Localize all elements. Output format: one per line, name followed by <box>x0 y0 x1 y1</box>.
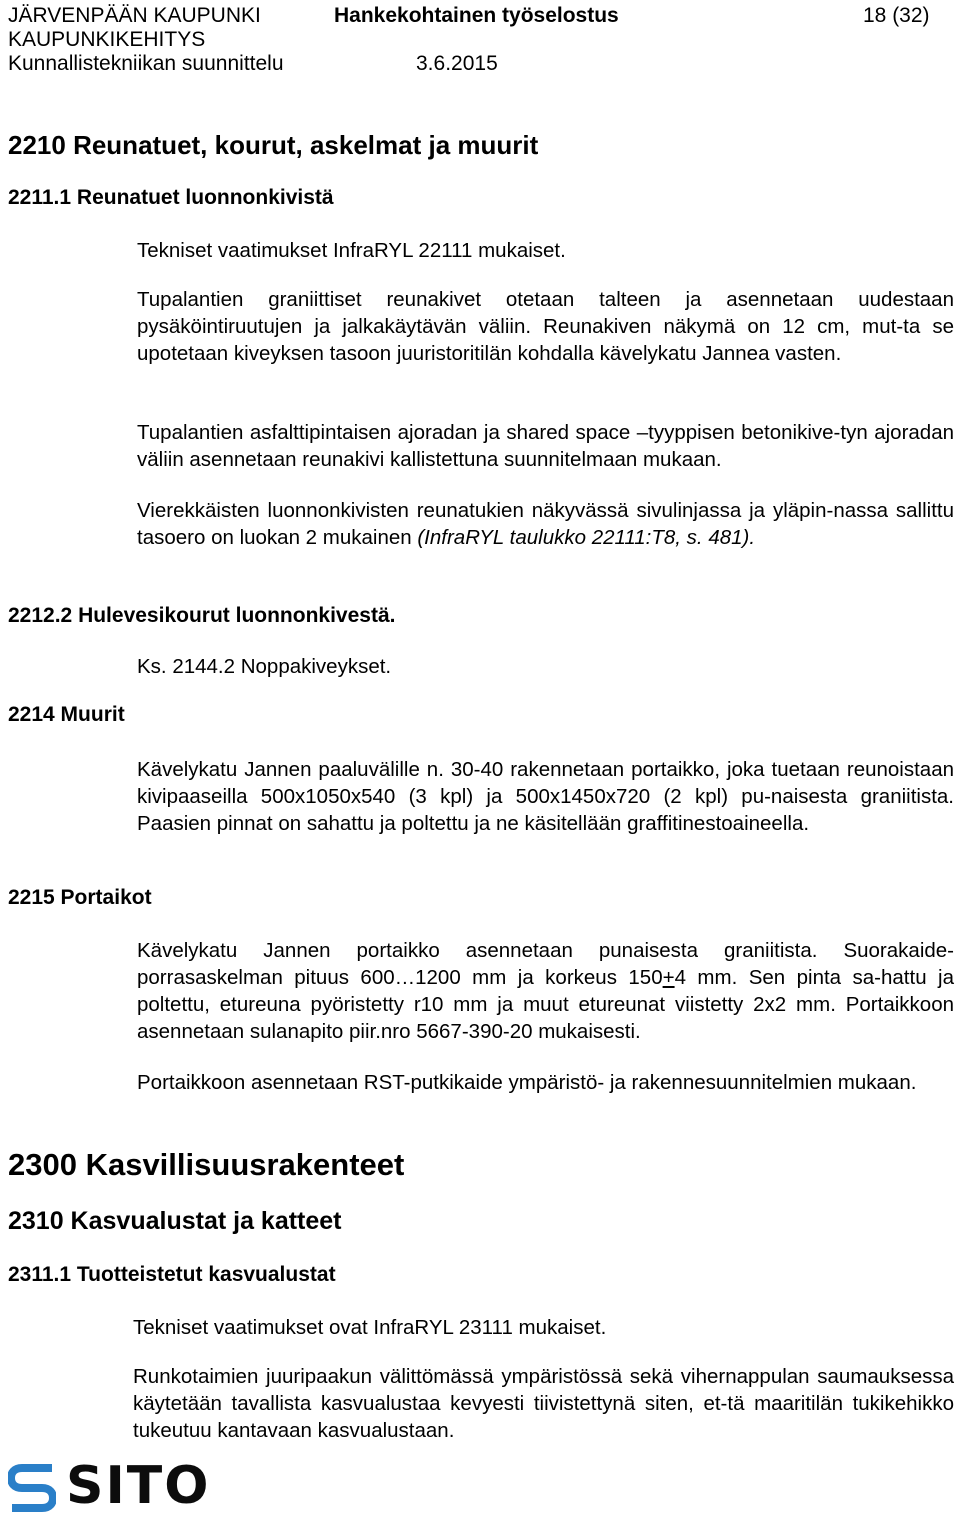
stairs-text-2: 4 mm. Sen pinta sa-hattu ja poltettu, etureuna pyöristetty r10 mm ja muut etureunat viistetty 2x2 mm. Portaikkoon asennetaan sulanapito piir.nro 5667-390-20 mukaisesti. <box>137 966 954 1043</box>
sito-logo <box>8 1456 211 1516</box>
sito-logo-text: SITO <box>66 1456 211 1516</box>
heading-2210: 2210 Reunatuet, kourut, askelmat ja muurit <box>8 130 539 160</box>
org-unit: Kunnallistekniikan suunnittelu <box>8 52 284 75</box>
paragraph-2211-requirements: Tekniset vaatimukset InfraRYL 22111 mukaiset. <box>137 239 566 262</box>
tolerance-text: Vierekkäisten luonnonkivisten reunatukien näkyvässä sivulinjassa ja yläpin-nassa sallittu tasoero on luokan 2 mukainen <box>137 499 954 549</box>
paragraph-2211-tolerance <box>137 497 954 551</box>
org-department: KAUPUNKIKEHITYS <box>8 28 206 51</box>
heading-2211-1: 2211.1 Reunatuet luonnonkivistä <box>8 186 334 209</box>
paragraph-2215-stairs <box>137 937 954 1045</box>
heading-2212-2: 2212.2 Hulevesikourut luonnonkivestä. <box>8 604 396 627</box>
heading-2310: 2310 Kasvualustat ja katteet <box>8 1207 342 1235</box>
plus-minus-sign: + <box>662 966 675 989</box>
paragraph-2311-requirements: Tekniset vaatimukset ovat InfraRYL 23111 mukaiset. <box>133 1316 607 1339</box>
heading-2300: 2300 Kasvillisuusrakenteet <box>8 1147 405 1182</box>
page-number: 18 (32) <box>863 4 930 27</box>
paragraph-2311-growing-medium: Runkotaimien juuripaakun välittömässä ympäristössä sekä vihernappulan saumauksessa käytetään tavallista kasvualustaa kevyesti tiivistettynä siten, et-tä maaritilän tukikehikko tukeutuu kantavaan kasvualustaan. <box>133 1365 954 1442</box>
heading-2215: 2215 Portaikot <box>8 886 152 909</box>
document-title: Hankekohtainen työselostus <box>334 4 619 27</box>
paragraph-2214: Kävelykatu Jannen paaluvälille n. 30-40 rakennetaan portaikko, joka tuetaan reunoistaan kivipaaseilla 500x1050x540 (3 kpl) ja 500x1450x720 (2 kpl) pu-naisesta graniitista. Paasien pinnat on sahattu ja poltettu ja ne käsitellään graffitinestoaineella. <box>137 758 954 835</box>
paragraph-2211-curbstones: Tupalantien graniittiset reunakivet otetaan talteen ja asennetaan uudestaan pysäköintiruutujen ja jalkakäytävän väliin. Reunakiven näkymä on 12 cm, mut-ta se upotetaan kiveyksen tasoon juuristoritilän kohdalla kävelykatu Jannea vasten. <box>137 288 954 365</box>
paragraph-2215-railing: Portaikkoon asennetaan RST-putkikaide ympäristö- ja rakennesuunnitelmien mukaan. <box>137 1071 917 1094</box>
stairs-text-1: Kävelykatu Jannen portaikko asennetaan punaisesta graniitista. Suorakaide-porrasaskelman pituus 600…1200 mm ja korkeus 150 <box>137 939 954 989</box>
paragraph-2212: Ks. 2144.2 Noppakiveykset. <box>137 655 392 678</box>
paragraph-2211-shared-space: Tupalantien asfalttipintaisen ajoradan ja shared space –tyyppisen betonikive-tyn ajoradan väliin asennetaan reunakivi kallistettuna suunnitelmaan mukaan. <box>137 421 954 471</box>
heading-2214: 2214 Muurit <box>8 703 125 726</box>
sito-logo-icon <box>8 1462 56 1514</box>
document-date: 3.6.2015 <box>416 52 498 75</box>
org-name: JÄRVENPÄÄN KAUPUNKI <box>8 4 261 27</box>
heading-2311-1: 2311.1 Tuotteistetut kasvualustat <box>8 1263 336 1286</box>
tolerance-reference: (InfraRYL taulukko 22111:T8, s. 481). <box>417 526 756 549</box>
